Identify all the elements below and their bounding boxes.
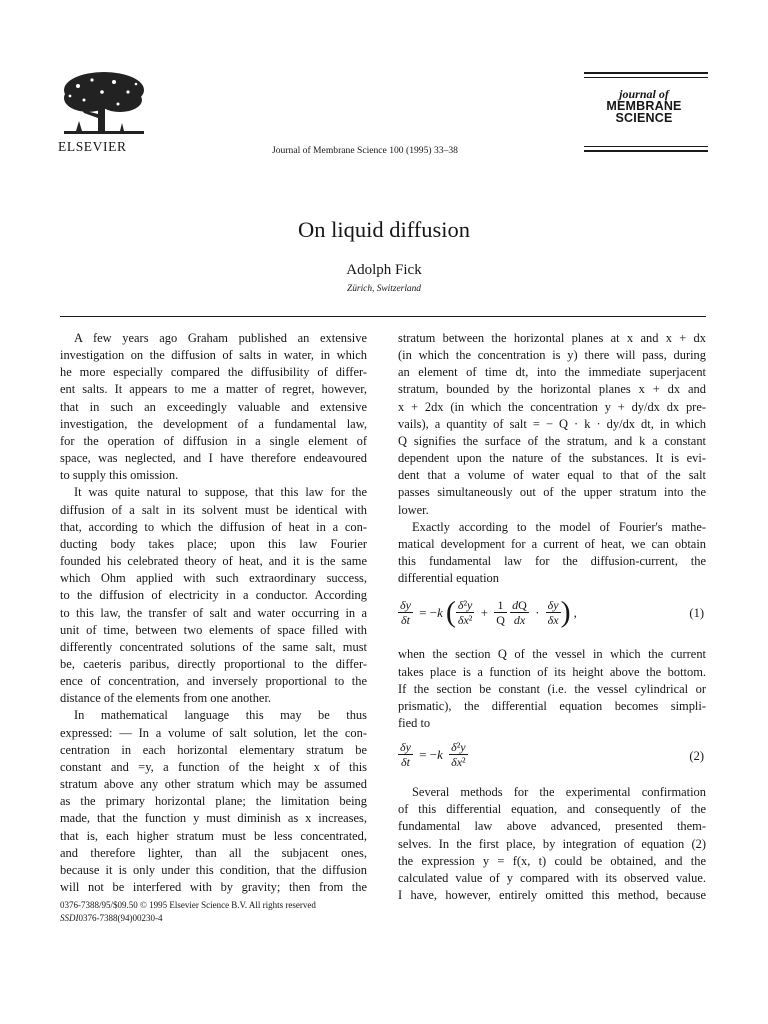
publisher-name: ELSEVIER xyxy=(58,139,127,154)
text-line: space, was neglected, and I have therefore endeavoured xyxy=(60,451,367,466)
text-line: as the primary horizontal plane; the limitation being xyxy=(60,794,367,809)
header-rule-bottom xyxy=(584,150,708,152)
text-line: and therefore lighter, than all the subjacent ones, xyxy=(60,845,367,860)
text-line: calculated value of y compared with its observed value. xyxy=(398,870,706,885)
text-line: I have, however, entirely omitted this method, because xyxy=(398,888,706,903)
text-line: fundamental law above advanced, presented them- xyxy=(398,819,706,834)
paragraph-fourier-model xyxy=(398,519,706,588)
text-line: an element of time dt, into the immediate superjacent xyxy=(398,365,706,380)
text-line: to the diffusion of electricity in a conductor. According xyxy=(60,588,367,603)
header-rule-bottom-thin xyxy=(584,146,708,147)
text-line: this fundamental law for the diffusion-current, the xyxy=(398,554,706,569)
text-line: prismatic), the differential equation becomes simpli- xyxy=(398,698,706,713)
text-line: ence of concentration, and inversely proportional to the xyxy=(60,674,367,689)
journal-title-line-3: SCIENCE xyxy=(615,111,673,125)
text-line: vails), a quantity of salt = − Q · k · dy/dx dt, in which xyxy=(398,416,706,431)
equation-2-body: $\frac{\delta y}{\delta t}$ = −k $\frac{\text{δ²y}}{\text{δx²}}$ xyxy=(400,740,466,770)
ssdi-prefix: SSDI xyxy=(60,913,79,923)
text-line: passes simultaneously out of the upper stratum into the xyxy=(398,485,706,500)
text-line: If the section be constant (i.e. the vessel cylindrical or xyxy=(398,681,706,696)
author-name: Adolph Fick xyxy=(346,262,422,278)
text-line: he more especially compared the diffusibility of differ- xyxy=(60,365,367,380)
paragraph-experimental-methods xyxy=(398,784,706,904)
equation-2 xyxy=(398,738,706,776)
text-line: when the section Q of the vessel in which the current xyxy=(398,647,706,662)
text-line: of this differential equation, and consequently of the xyxy=(398,802,706,817)
journal-citation: Journal of Membrane Science 100 (1995) 33–38 xyxy=(272,145,458,156)
equation-1 xyxy=(398,592,706,642)
equation-1-number: (1) xyxy=(689,606,704,621)
text-line: x + 2dx (in which the concentration y + dy/dx dx pre- xyxy=(398,399,706,414)
text-line: expressed: — In a volume of salt solution, let the con- xyxy=(60,725,367,740)
journal-title xyxy=(584,88,704,124)
text-line-last: to supply this omission. xyxy=(60,468,179,483)
text-line: A few years ago Graham published an extensive xyxy=(74,331,367,345)
paragraph xyxy=(60,330,367,484)
text-line: centration in each horizontal elementary stratum be xyxy=(60,742,367,757)
text-line: stratum above any other stratum which may be assumed xyxy=(60,777,367,792)
paragraph xyxy=(60,484,367,707)
text-line: Several methods for the experimental confirmation xyxy=(412,785,706,800)
text-line: takes place is a function of its height above the bottom. xyxy=(398,664,706,679)
ssdi-code: 0376-7388(94)00230-4 xyxy=(78,913,163,923)
text-line: constant and =y, a function of the height x of this xyxy=(60,759,367,774)
paragraph xyxy=(60,707,367,896)
copyright-line: 0376-7388/95/$09.50 © 1995 Elsevier Science B.V. All rights reserved xyxy=(60,900,316,910)
paragraph-stratum xyxy=(398,330,706,519)
copyright-footer xyxy=(60,899,316,925)
left-column xyxy=(60,330,367,896)
text-line: (in which the concentration is y) there will pass, during xyxy=(398,348,706,363)
header-rule-top xyxy=(584,72,708,74)
text-line: founded his celebrated theory of heat, and it is the same xyxy=(60,554,367,569)
header-rule-top-thin xyxy=(584,77,708,78)
text-line: that in such an exceedingly valuable and extensive xyxy=(60,399,367,414)
text-line: will not be interfered with by gravity; then from the xyxy=(60,880,367,894)
text-line: made, that the function y must diminish as x increases, xyxy=(60,811,367,826)
right-column xyxy=(398,330,706,904)
text-line: stratum, bounded by the horizontal planes x + dx and xyxy=(398,382,706,397)
text-line: investigation on the diffusion of salts in water, in which xyxy=(60,348,367,363)
equation-2-number: (2) xyxy=(689,749,704,764)
text-line: ent salts. It appears to me a matter of regret, however, xyxy=(60,382,367,397)
article-title: On liquid diffusion xyxy=(297,217,471,242)
text-line-last: lower. xyxy=(398,502,429,517)
text-line: that, according to which the diffusion of heat in a con- xyxy=(60,519,367,534)
text-line: dependent upon the nature of the substances. It is evi- xyxy=(398,451,706,466)
text-line: diffusion of a salt in its solvent must be identical with xyxy=(60,502,367,517)
journal-title-line-1: journal of xyxy=(619,87,669,101)
text-line: Exactly according to the model of Fourier's mathe- xyxy=(412,519,706,534)
text-line: dent that a volume of water equal to that of the salt xyxy=(398,468,706,483)
journal-title-line-2: MEMBRANE xyxy=(606,99,682,113)
text-line: investigation, the development of a fundamental law, xyxy=(60,416,367,431)
ssdi-line xyxy=(60,912,316,925)
text-line: ducting body takes place; upon this law Fourier xyxy=(60,536,367,551)
text-line: stratum between the horizontal planes at x and x + dx xyxy=(398,331,706,345)
elsevier-tree-logo xyxy=(58,70,150,140)
text-line: that is, each higher stratum must be less concentrated, xyxy=(60,828,367,843)
author-affiliation: Zürich, Switzerland xyxy=(347,284,421,294)
text-line-last: distance of the elements from one another. xyxy=(60,691,272,706)
text-line: the expression y = f(x, t) could be obtained, and the xyxy=(398,853,706,868)
text-line: In mathematical language this may be thus xyxy=(74,708,367,723)
title-separator xyxy=(60,316,706,317)
text-line: matical development for a current of heat, we can obtain xyxy=(398,536,706,551)
text-line: It was quite natural to suppose, that this law for the xyxy=(74,485,367,500)
text-line: Q signifies the surface of the stratum, and k a constant xyxy=(398,433,706,448)
text-line: differently concentrated solutions of the same salt, must xyxy=(60,639,367,654)
text-line-last: fied to xyxy=(398,715,431,730)
equation-1-body: $\frac{\delta y}{\delta t}$ = −k ( $\frac{\text{δ²y}}{\text{δx²}}$ + $\frac{1}{Q}$ $\frac{dQ}{dx}$ · $\frac{\delta y}{\delta x}$ ) , xyxy=(400,595,577,629)
text-line: unit of time, between two elements of space filled with xyxy=(60,622,367,637)
text-line-last: differential equation xyxy=(398,571,499,586)
text-line: selves. In the first place, by integration of equation (2) xyxy=(398,836,706,851)
paragraph-section-constant xyxy=(398,646,706,732)
text-line: for the operation of diffusion in a single element of xyxy=(60,433,367,448)
text-line: because it is only under this condition, that the diffusion xyxy=(60,862,367,877)
text-line: be, caeteris paribus, directly proportional to the differ- xyxy=(60,656,367,671)
text-line: to this law, the transfer of salt and water occurring in a xyxy=(60,605,367,620)
text-line: which Ohm applied with such extraordinary success, xyxy=(60,571,367,586)
